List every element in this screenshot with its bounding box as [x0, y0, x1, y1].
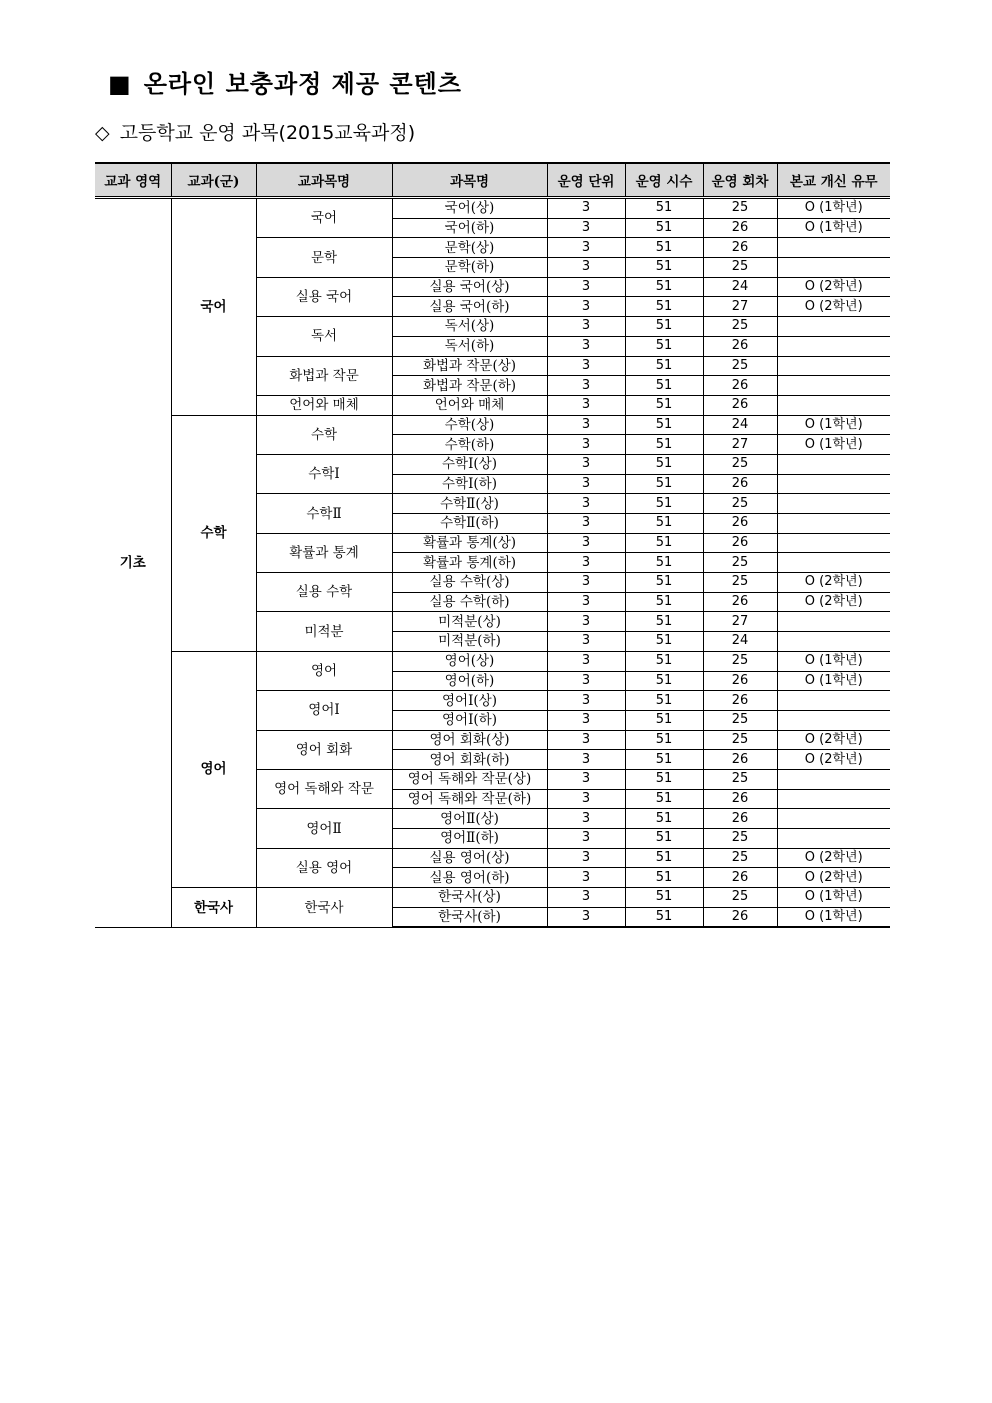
subject-cell: 언어와 매체: [392, 395, 547, 415]
sessions-cell: 26: [703, 218, 777, 238]
flag-cell: [777, 317, 890, 337]
subject-cell: 실용 수학(상): [392, 573, 547, 593]
flag-cell: [777, 710, 890, 730]
column-header: 운영 시수: [625, 163, 703, 198]
column-header: 교과 영역: [95, 163, 171, 198]
subject-cell: 영어 회화(하): [392, 750, 547, 770]
sessions-cell: 26: [703, 533, 777, 553]
units-cell: 3: [547, 533, 625, 553]
course-cell: 문학: [256, 238, 392, 277]
hours-cell: 51: [625, 868, 703, 888]
column-header: 교과목명: [256, 163, 392, 198]
course-cell: 수학: [256, 415, 392, 454]
flag-cell: [777, 809, 890, 829]
subject-cell: 수학(하): [392, 435, 547, 455]
flag-cell: O (2학년): [777, 573, 890, 593]
units-cell: 3: [547, 769, 625, 789]
sessions-cell: 26: [703, 691, 777, 711]
flag-cell: [777, 533, 890, 553]
hours-cell: 51: [625, 514, 703, 534]
hours-cell: 51: [625, 632, 703, 652]
course-cell: 실용 국어: [256, 277, 392, 316]
subject-cell: 문학(상): [392, 238, 547, 258]
flag-cell: [777, 769, 890, 789]
hours-cell: 51: [625, 769, 703, 789]
flag-cell: O (2학년): [777, 277, 890, 297]
table-row: [95, 415, 890, 435]
units-cell: 3: [547, 573, 625, 593]
flag-cell: O (2학년): [777, 592, 890, 612]
units-cell: 3: [547, 415, 625, 435]
hours-cell: 51: [625, 415, 703, 435]
units-cell: 3: [547, 258, 625, 278]
units-cell: 3: [547, 218, 625, 238]
subject-cell: 확률과 통계(상): [392, 533, 547, 553]
hours-cell: 51: [625, 730, 703, 750]
sessions-cell: 25: [703, 710, 777, 730]
units-cell: 3: [547, 651, 625, 671]
course-cell: 수학Ⅱ: [256, 494, 392, 533]
sessions-cell: 26: [703, 789, 777, 809]
subject-cell: 실용 영어(상): [392, 848, 547, 868]
section-title-text: 고등학교 운영 과목(2015교육과정): [119, 122, 416, 144]
units-cell: 3: [547, 868, 625, 888]
hours-cell: 51: [625, 218, 703, 238]
subject-cell: 실용 수학(하): [392, 592, 547, 612]
course-cell: 독서: [256, 317, 392, 356]
sessions-cell: 26: [703, 592, 777, 612]
units-cell: 3: [547, 376, 625, 396]
hours-cell: 51: [625, 710, 703, 730]
units-cell: 3: [547, 612, 625, 632]
flag-cell: [777, 632, 890, 652]
page-title-text: 온라인 보충과정 제공 콘텐츠: [143, 70, 462, 98]
units-cell: 3: [547, 474, 625, 494]
subject-cell: 독서(상): [392, 317, 547, 337]
group-cell: 영어: [171, 651, 256, 887]
units-cell: 3: [547, 691, 625, 711]
subject-cell: 영어 회화(상): [392, 730, 547, 750]
flag-cell: [777, 474, 890, 494]
flag-cell: [777, 238, 890, 258]
subject-cell: 화법과 작문(하): [392, 376, 547, 396]
hours-cell: 51: [625, 376, 703, 396]
table-row: [95, 888, 890, 908]
course-cell: 수학Ⅰ: [256, 454, 392, 493]
subject-cell: 실용 국어(상): [392, 277, 547, 297]
sessions-cell: 25: [703, 258, 777, 278]
hours-cell: 51: [625, 612, 703, 632]
flag-cell: [777, 691, 890, 711]
group-cell: 한국사: [171, 888, 256, 928]
table-header-row: [95, 163, 890, 198]
course-cell: 영어: [256, 651, 392, 690]
subject-cell: 수학Ⅰ(하): [392, 474, 547, 494]
hours-cell: 51: [625, 435, 703, 455]
subject-cell: 수학Ⅱ(상): [392, 494, 547, 514]
subject-cell: 영어 독해와 작문(하): [392, 789, 547, 809]
flag-cell: O (1학년): [777, 651, 890, 671]
column-header: 과목명: [392, 163, 547, 198]
units-cell: 3: [547, 317, 625, 337]
group-cell: 국어: [171, 198, 256, 416]
units-cell: 3: [547, 632, 625, 652]
section-title: [95, 118, 415, 145]
course-cell: 실용 영어: [256, 848, 392, 887]
flag-cell: O (1학년): [777, 218, 890, 238]
subject-cell: 영어Ⅱ(하): [392, 829, 547, 849]
sessions-cell: 25: [703, 651, 777, 671]
sessions-cell: 24: [703, 415, 777, 435]
flag-cell: O (1학년): [777, 415, 890, 435]
hours-cell: 51: [625, 592, 703, 612]
subject-cell: 확률과 통계(하): [392, 553, 547, 573]
flag-cell: O (2학년): [777, 750, 890, 770]
subject-cell: 문학(하): [392, 258, 547, 278]
units-cell: 3: [547, 198, 625, 219]
subject-cell: 영어 독해와 작문(상): [392, 769, 547, 789]
table-body: [95, 198, 890, 928]
flag-cell: [777, 514, 890, 534]
sessions-cell: 25: [703, 198, 777, 219]
subject-cell: 독서(하): [392, 336, 547, 356]
units-cell: 3: [547, 277, 625, 297]
subject-cell: 화법과 작문(상): [392, 356, 547, 376]
course-cell: 미적분: [256, 612, 392, 651]
table-row: [95, 651, 890, 671]
hours-cell: 51: [625, 553, 703, 573]
flag-cell: O (1학년): [777, 888, 890, 908]
sessions-cell: 25: [703, 573, 777, 593]
units-cell: 3: [547, 671, 625, 691]
flag-cell: O (1학년): [777, 907, 890, 927]
sessions-cell: 25: [703, 553, 777, 573]
units-cell: 3: [547, 553, 625, 573]
hours-cell: 51: [625, 494, 703, 514]
flag-cell: [777, 494, 890, 514]
sessions-cell: 26: [703, 395, 777, 415]
subject-cell: 실용 영어(하): [392, 868, 547, 888]
sessions-cell: 26: [703, 238, 777, 258]
sessions-cell: 26: [703, 809, 777, 829]
subject-cell: 수학Ⅰ(상): [392, 454, 547, 474]
sessions-cell: 26: [703, 671, 777, 691]
sessions-cell: 25: [703, 888, 777, 908]
course-table: [95, 162, 890, 928]
hours-cell: 51: [625, 888, 703, 908]
column-header: 교과(군): [171, 163, 256, 198]
hours-cell: 51: [625, 277, 703, 297]
column-header: 운영 회차: [703, 163, 777, 198]
hours-cell: 51: [625, 258, 703, 278]
course-cell: 영어Ⅰ: [256, 691, 392, 730]
units-cell: 3: [547, 238, 625, 258]
hours-cell: 51: [625, 651, 703, 671]
flag-cell: O (2학년): [777, 848, 890, 868]
sessions-cell: 24: [703, 277, 777, 297]
hours-cell: 51: [625, 533, 703, 553]
square-bullet-icon: ■: [108, 70, 132, 98]
subject-cell: 실용 국어(하): [392, 297, 547, 317]
units-cell: 3: [547, 789, 625, 809]
course-cell: 영어 독해와 작문: [256, 769, 392, 808]
hours-cell: 51: [625, 336, 703, 356]
sessions-cell: 25: [703, 494, 777, 514]
subject-cell: 영어Ⅰ(상): [392, 691, 547, 711]
hours-cell: 51: [625, 356, 703, 376]
flag-cell: [777, 829, 890, 849]
flag-cell: O (1학년): [777, 435, 890, 455]
units-cell: 3: [547, 907, 625, 927]
hours-cell: 51: [625, 317, 703, 337]
units-cell: 3: [547, 395, 625, 415]
subject-cell: 수학(상): [392, 415, 547, 435]
hours-cell: 51: [625, 809, 703, 829]
subject-cell: 국어(하): [392, 218, 547, 238]
subject-cell: 영어Ⅰ(하): [392, 710, 547, 730]
units-cell: 3: [547, 888, 625, 908]
hours-cell: 51: [625, 198, 703, 219]
flag-cell: O (2학년): [777, 297, 890, 317]
sessions-cell: 25: [703, 769, 777, 789]
table-row: [95, 198, 890, 219]
subject-cell: 영어(하): [392, 671, 547, 691]
units-cell: 3: [547, 730, 625, 750]
flag-cell: [777, 395, 890, 415]
hours-cell: 51: [625, 573, 703, 593]
flag-cell: [777, 376, 890, 396]
subject-cell: 미적분(하): [392, 632, 547, 652]
hours-cell: 51: [625, 789, 703, 809]
sessions-cell: 25: [703, 848, 777, 868]
subject-cell: 한국사(상): [392, 888, 547, 908]
sessions-cell: 25: [703, 829, 777, 849]
sessions-cell: 26: [703, 376, 777, 396]
sessions-cell: 26: [703, 750, 777, 770]
group-cell: 수학: [171, 415, 256, 651]
hours-cell: 51: [625, 297, 703, 317]
flag-cell: O (2학년): [777, 730, 890, 750]
hours-cell: 51: [625, 907, 703, 927]
units-cell: 3: [547, 750, 625, 770]
course-cell: 한국사: [256, 888, 392, 928]
course-cell: 화법과 작문: [256, 356, 392, 395]
hours-cell: 51: [625, 238, 703, 258]
flag-cell: [777, 258, 890, 278]
subject-cell: 국어(상): [392, 198, 547, 219]
units-cell: 3: [547, 297, 625, 317]
flag-cell: [777, 789, 890, 809]
course-cell: 확률과 통계: [256, 533, 392, 572]
area-cell: 기초: [95, 198, 171, 928]
subject-cell: 영어(상): [392, 651, 547, 671]
sessions-cell: 27: [703, 435, 777, 455]
units-cell: 3: [547, 809, 625, 829]
units-cell: 3: [547, 454, 625, 474]
sessions-cell: 26: [703, 868, 777, 888]
hours-cell: 51: [625, 829, 703, 849]
hours-cell: 51: [625, 691, 703, 711]
sessions-cell: 25: [703, 317, 777, 337]
sessions-cell: 26: [703, 474, 777, 494]
units-cell: 3: [547, 356, 625, 376]
flag-cell: [777, 612, 890, 632]
subject-cell: 수학Ⅱ(하): [392, 514, 547, 534]
flag-cell: [777, 356, 890, 376]
hours-cell: 51: [625, 395, 703, 415]
flag-cell: [777, 336, 890, 356]
flag-cell: O (1학년): [777, 671, 890, 691]
course-cell: 영어Ⅱ: [256, 809, 392, 848]
diamond-bullet-icon: ◇: [95, 122, 110, 144]
sessions-cell: 26: [703, 907, 777, 927]
units-cell: 3: [547, 848, 625, 868]
sessions-cell: 26: [703, 514, 777, 534]
hours-cell: 51: [625, 671, 703, 691]
flag-cell: [777, 454, 890, 474]
hours-cell: 51: [625, 474, 703, 494]
subject-cell: 한국사(하): [392, 907, 547, 927]
hours-cell: 51: [625, 848, 703, 868]
units-cell: 3: [547, 592, 625, 612]
sessions-cell: 27: [703, 297, 777, 317]
units-cell: 3: [547, 336, 625, 356]
sessions-cell: 25: [703, 454, 777, 474]
column-header: 운영 단위: [547, 163, 625, 198]
sessions-cell: 24: [703, 632, 777, 652]
units-cell: 3: [547, 435, 625, 455]
course-cell: 실용 수학: [256, 573, 392, 612]
units-cell: 3: [547, 710, 625, 730]
flag-cell: [777, 553, 890, 573]
sessions-cell: 25: [703, 730, 777, 750]
subject-cell: 미적분(상): [392, 612, 547, 632]
hours-cell: 51: [625, 454, 703, 474]
column-header: 본교 개신 유무: [777, 163, 890, 198]
sessions-cell: 25: [703, 356, 777, 376]
units-cell: 3: [547, 514, 625, 534]
units-cell: 3: [547, 494, 625, 514]
subject-cell: 영어Ⅱ(상): [392, 809, 547, 829]
page-title: [108, 64, 462, 99]
units-cell: 3: [547, 829, 625, 849]
course-cell: 국어: [256, 198, 392, 238]
course-cell: 영어 회화: [256, 730, 392, 769]
flag-cell: O (2학년): [777, 868, 890, 888]
course-cell: 언어와 매체: [256, 395, 392, 415]
flag-cell: O (1학년): [777, 198, 890, 219]
hours-cell: 51: [625, 750, 703, 770]
sessions-cell: 27: [703, 612, 777, 632]
sessions-cell: 26: [703, 336, 777, 356]
